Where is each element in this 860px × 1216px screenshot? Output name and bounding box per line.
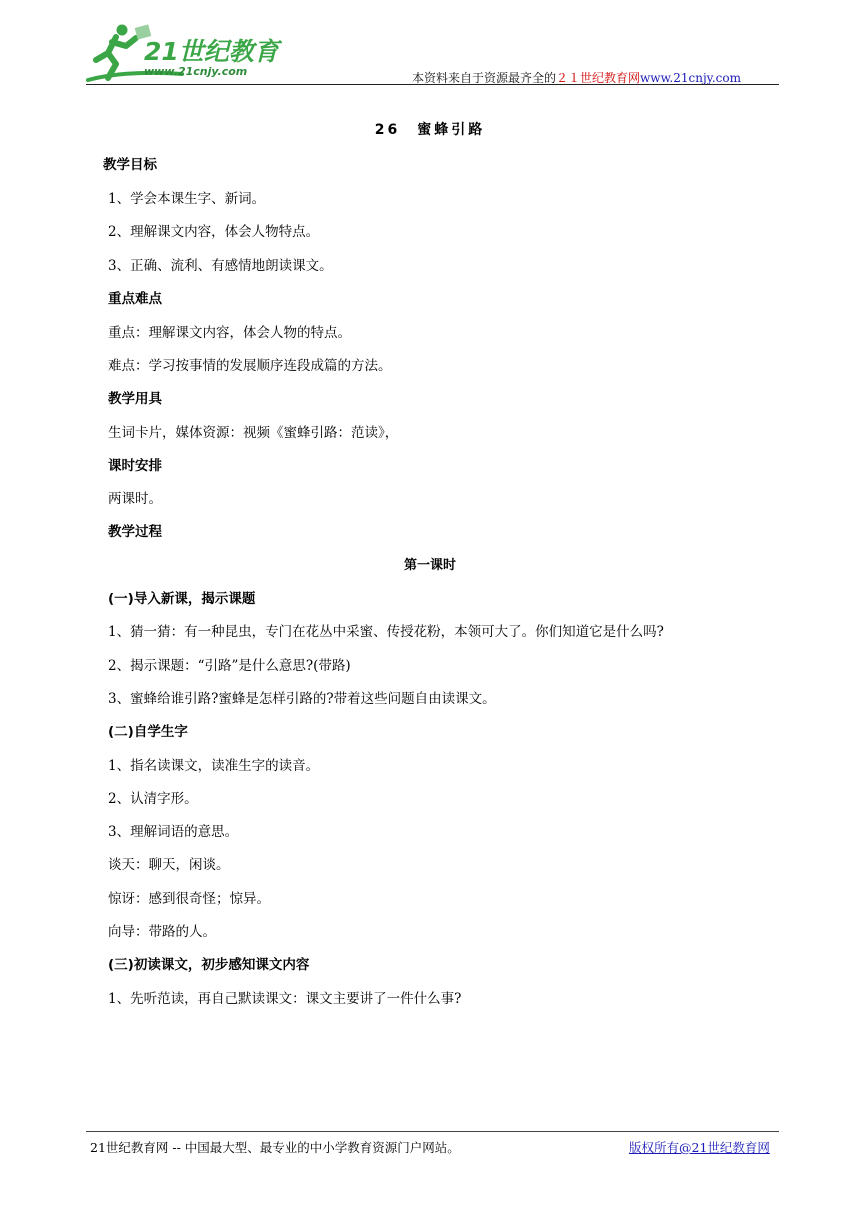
process-heading: 教学过程: [108, 524, 162, 540]
part1-heading: (一)导入新课，揭示课题: [108, 591, 256, 607]
page-title: 26 蜜蜂引路: [374, 122, 486, 138]
header-note-url[interactable]: www.21cnjy.com: [640, 71, 741, 85]
part2-item: 谈天：聊天，闲谈。: [108, 857, 230, 873]
footer-site-description: 21世纪教育网 -- 中国最大型、最专业的中小学教育资源门户网站。: [90, 1140, 460, 1155]
part3-item: 1、先听范读，再自己默读课文：课文主要讲了一件什么事?: [108, 991, 462, 1007]
schedule-text: 两课时。: [108, 491, 162, 507]
site-logo: [86, 20, 286, 84]
part2-item: 3、理解词语的意思。: [108, 824, 239, 840]
goal-item: 2、理解课文内容，体会人物特点。: [108, 224, 320, 240]
tools-text: 生词卡片，媒体资源：视频《蜜蜂引路：范读》，: [108, 425, 399, 441]
header-note-brand: ２１世纪教育网: [556, 71, 641, 85]
goal-item: 3、正确、流利、有感情地朗读课文。: [108, 258, 333, 274]
key-point-item: 重点：理解课文内容，体会人物的特点。: [108, 325, 351, 341]
goals-heading: 教学目标: [103, 157, 157, 173]
part2-item: 2、认清字形。: [108, 791, 198, 807]
header-divider: [86, 84, 779, 85]
part1-item: 2、揭示课题：“引路”是什么意思?(带路): [108, 658, 351, 674]
part2-item: 向导：带路的人。: [108, 924, 216, 940]
part2-item: 惊讶：感到很奇怪；惊异。: [108, 891, 270, 907]
key-point-item: 难点：学习按事情的发展顺序连段成篇的方法。: [108, 358, 392, 374]
schedule-heading: 课时安排: [108, 458, 162, 474]
part3-heading: (三)初读课文，初步感知课文内容: [108, 957, 310, 973]
part2-item: 1、指名读课文，读准生字的读音。: [108, 758, 320, 774]
key-points-heading: 重点难点: [108, 291, 162, 307]
header-note-prefix: 本资料来自于资源最齐全的: [412, 71, 557, 85]
part2-heading: (二)自学生字: [108, 724, 188, 740]
logo-url: www.21cnjy.com: [144, 65, 248, 78]
footer-divider: [86, 1131, 779, 1132]
lesson-one-heading: 第一课时: [403, 558, 456, 573]
part1-item: 1、猜一猜：有一种昆虫，专门在花丛中采蜜、传授花粉，本领可大了。你们知道它是什么吗?: [108, 624, 664, 640]
logo-text: 21世纪教育: [144, 37, 279, 66]
footer-copyright-link[interactable]: 版权所有@21世纪教育网: [629, 1140, 770, 1155]
tools-heading: 教学用具: [108, 391, 162, 407]
goal-item: 1、学会本课生字、新词。: [108, 191, 266, 207]
part1-item: 3、蜜蜂给谁引路?蜜蜂是怎样引路的?带着这些问题自由读课文。: [108, 691, 496, 707]
page-header: [0, 0, 860, 100]
